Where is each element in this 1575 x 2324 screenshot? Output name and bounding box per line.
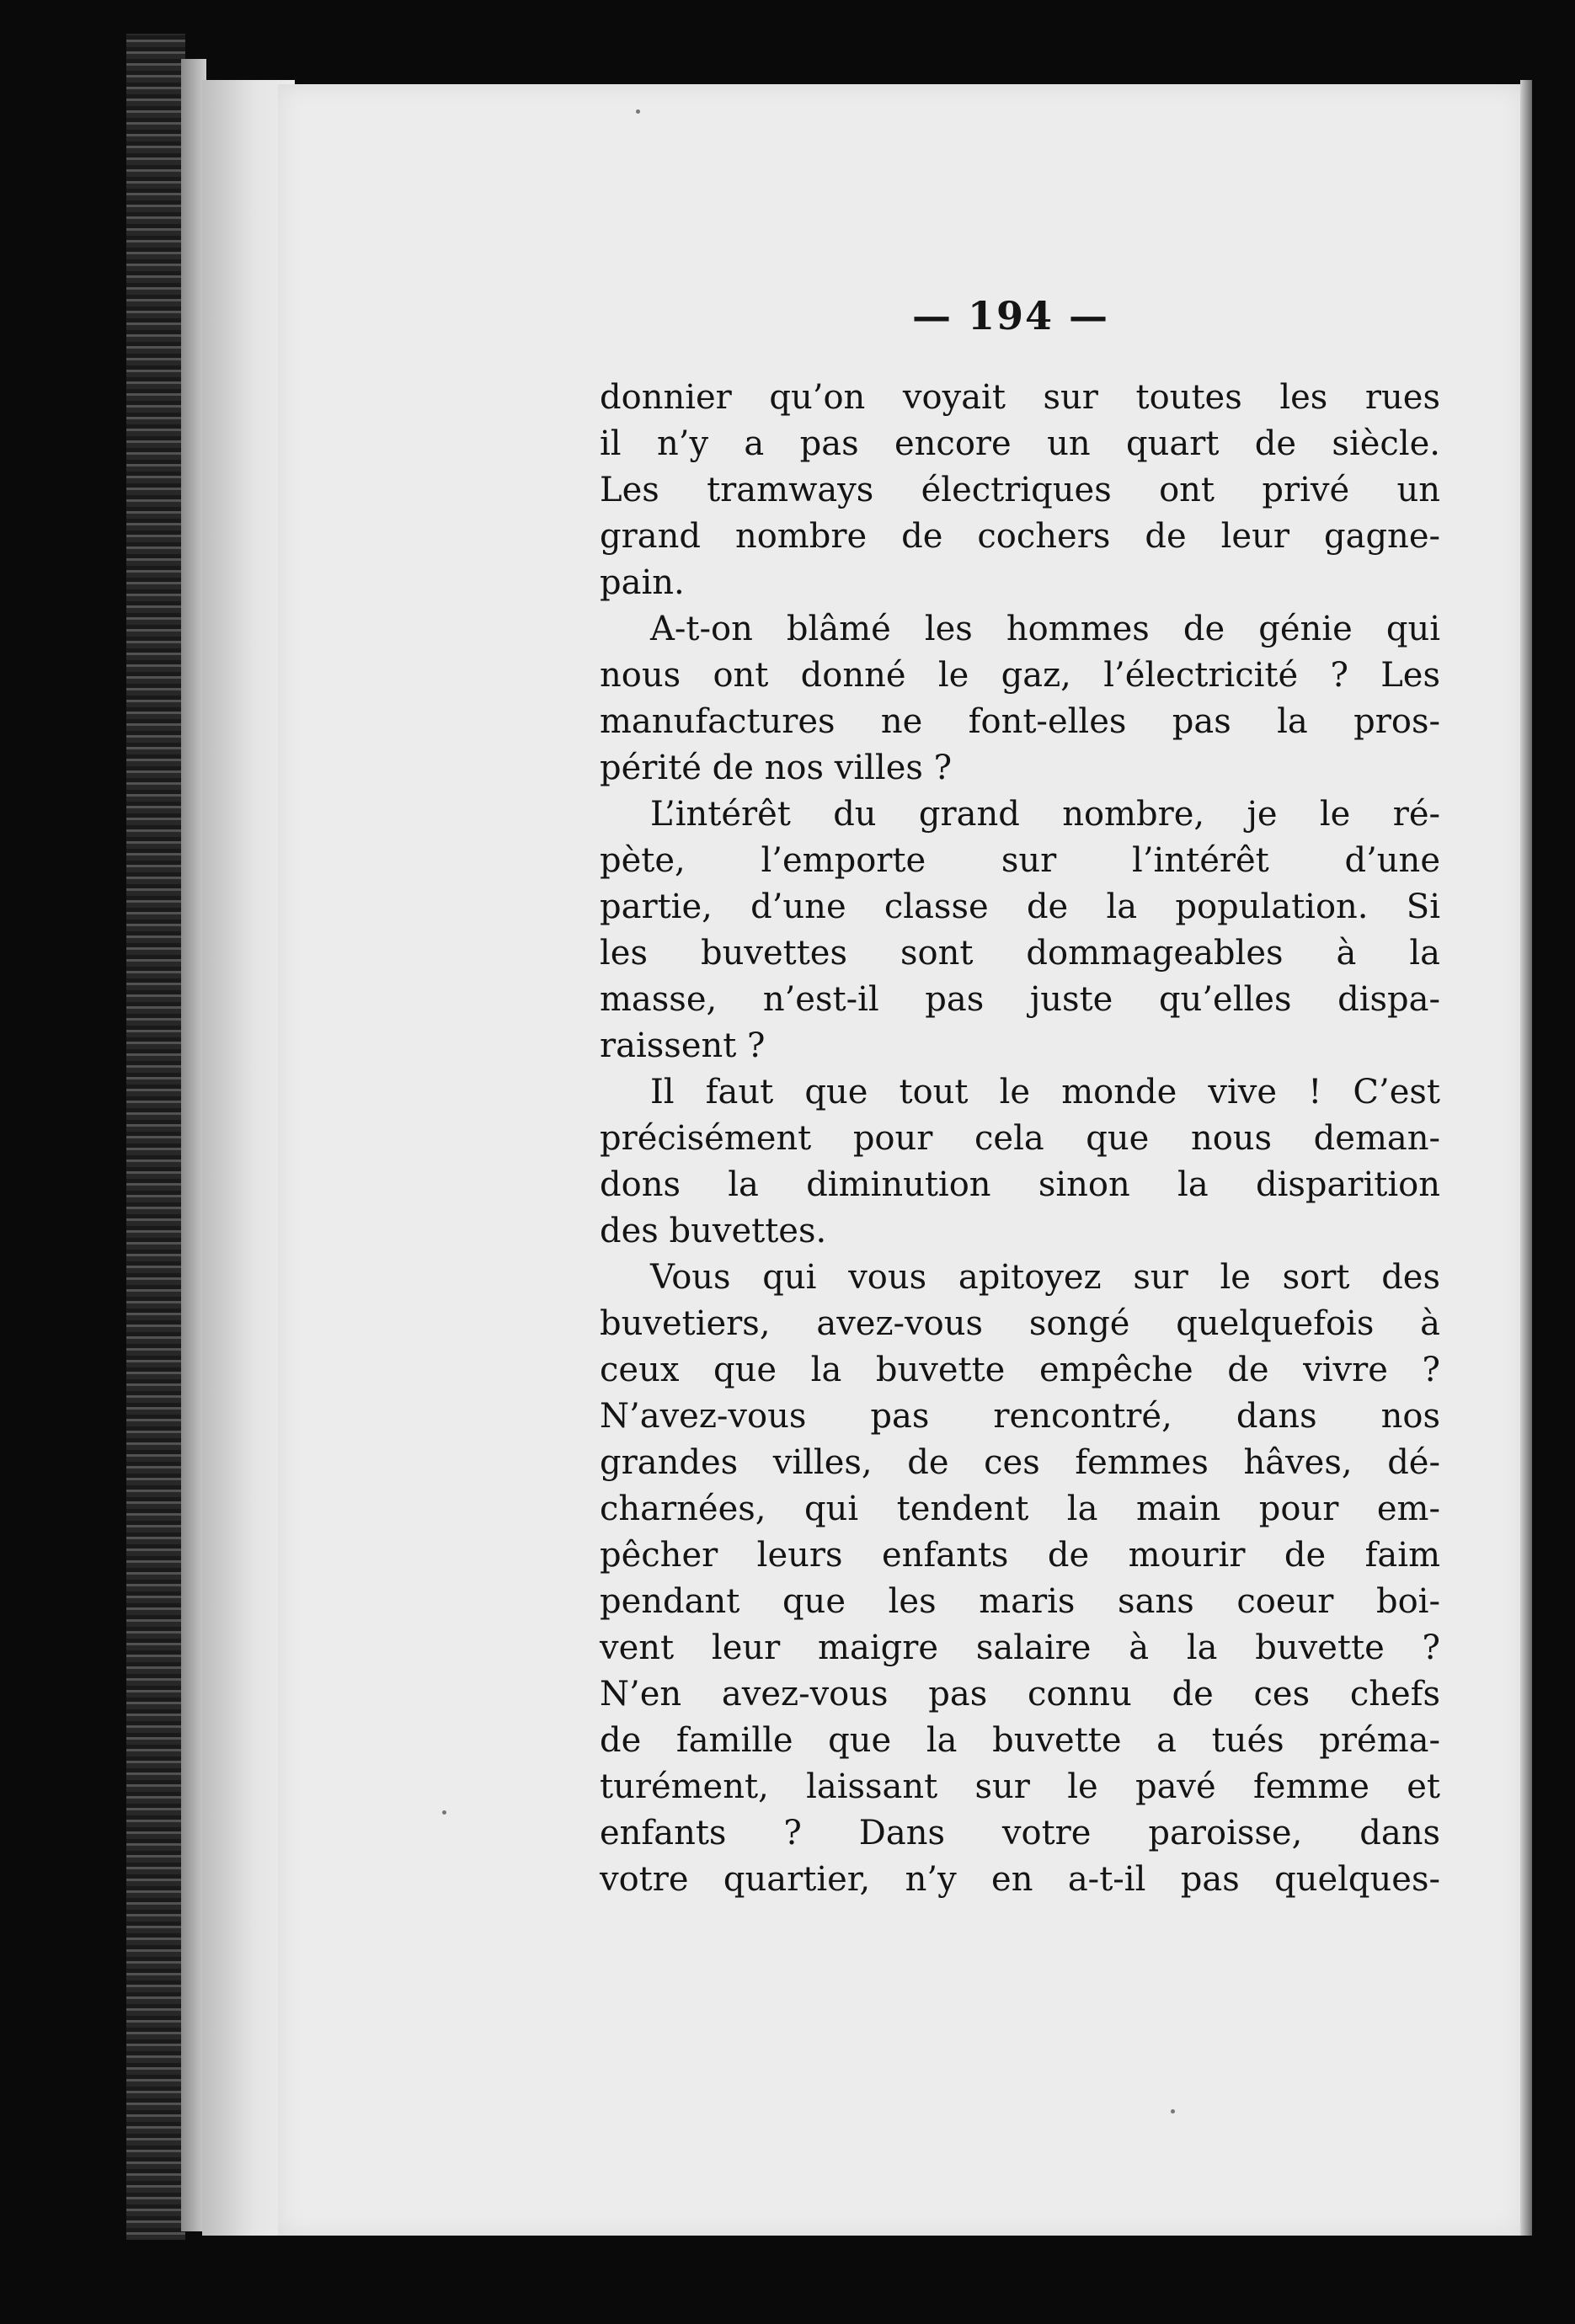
text-line: pêcher leurs enfants de mourir de faim bbox=[600, 1536, 1440, 1575]
text-line: pendant que les maris sans coeur boi- bbox=[600, 1582, 1440, 1621]
book-binding bbox=[126, 34, 185, 2240]
text-line: pain. bbox=[600, 563, 685, 602]
text-line: masse, n’est-il pas juste qu’elles dispa- bbox=[600, 980, 1440, 1019]
text-line: Vous qui vous apitoyez sur le sort des bbox=[650, 1258, 1440, 1297]
text-line: votre quartier, n’y en a-t-il pas quelques- bbox=[600, 1860, 1440, 1899]
text-line: Les tramways électriques ont privé un bbox=[600, 471, 1440, 509]
text-line: buvetiers, avez-vous songé quelquefois à bbox=[600, 1304, 1440, 1343]
body-text bbox=[600, 375, 1440, 1903]
text-line: enfants ? Dans votre paroisse, dans bbox=[600, 1814, 1440, 1852]
paper-speck bbox=[442, 1810, 446, 1815]
text-line: turément, laissant sur le pavé femme et bbox=[600, 1767, 1440, 1806]
text-line: vent leur maigre salaire à la buvette ? bbox=[600, 1628, 1440, 1667]
text-line: N’avez-vous pas rencontré, dans nos bbox=[600, 1397, 1440, 1436]
text-line: donnier qu’on voyait sur toutes les rues bbox=[600, 378, 1440, 417]
text-line: dons la diminution sinon la disparition bbox=[600, 1165, 1440, 1204]
text-line: grand nombre de cochers de leur gagne- bbox=[600, 517, 1440, 556]
text-line: raissent ? bbox=[600, 1026, 766, 1065]
text-line: les buvettes sont dommageables à la bbox=[600, 934, 1440, 973]
text-line: partie, d’une classe de la population. Si bbox=[600, 887, 1440, 926]
text-line: nous ont donné le gaz, l’électricité ? Les bbox=[600, 656, 1440, 695]
text-line: L’intérêt du grand nombre, je le ré- bbox=[650, 795, 1440, 834]
text-line: ceux que la buvette empêche de vivre ? bbox=[600, 1351, 1440, 1389]
page-number: — 194 — bbox=[911, 293, 1110, 338]
paper-speck bbox=[1171, 2109, 1175, 2113]
text-line: pète, l’emporte sur l’intérêt d’une bbox=[600, 841, 1440, 880]
text-line: grandes villes, de ces femmes hâves, dé- bbox=[600, 1443, 1440, 1482]
text-line: A-t-on blâmé les hommes de génie qui bbox=[650, 610, 1440, 648]
text-line: précisément pour cela que nous deman- bbox=[600, 1119, 1440, 1158]
text-line: manufactures ne font-elles pas la pros- bbox=[600, 702, 1440, 741]
text-line: périté de nos villes ? bbox=[600, 749, 953, 787]
text-line: Il faut que tout le monde vive ! C’est bbox=[650, 1073, 1440, 1111]
paper-speck bbox=[636, 109, 640, 114]
text-line: de famille que la buvette a tués préma- bbox=[600, 1721, 1440, 1760]
text-line: charnées, qui tendent la main pour em- bbox=[600, 1490, 1440, 1528]
page-right-edge bbox=[1520, 80, 1532, 2236]
text-line: N’en avez-vous pas connu de ces chefs bbox=[600, 1675, 1440, 1714]
text-line: il n’y a pas encore un quart de siècle. bbox=[600, 424, 1440, 463]
text-line: des buvettes. bbox=[600, 1212, 827, 1250]
